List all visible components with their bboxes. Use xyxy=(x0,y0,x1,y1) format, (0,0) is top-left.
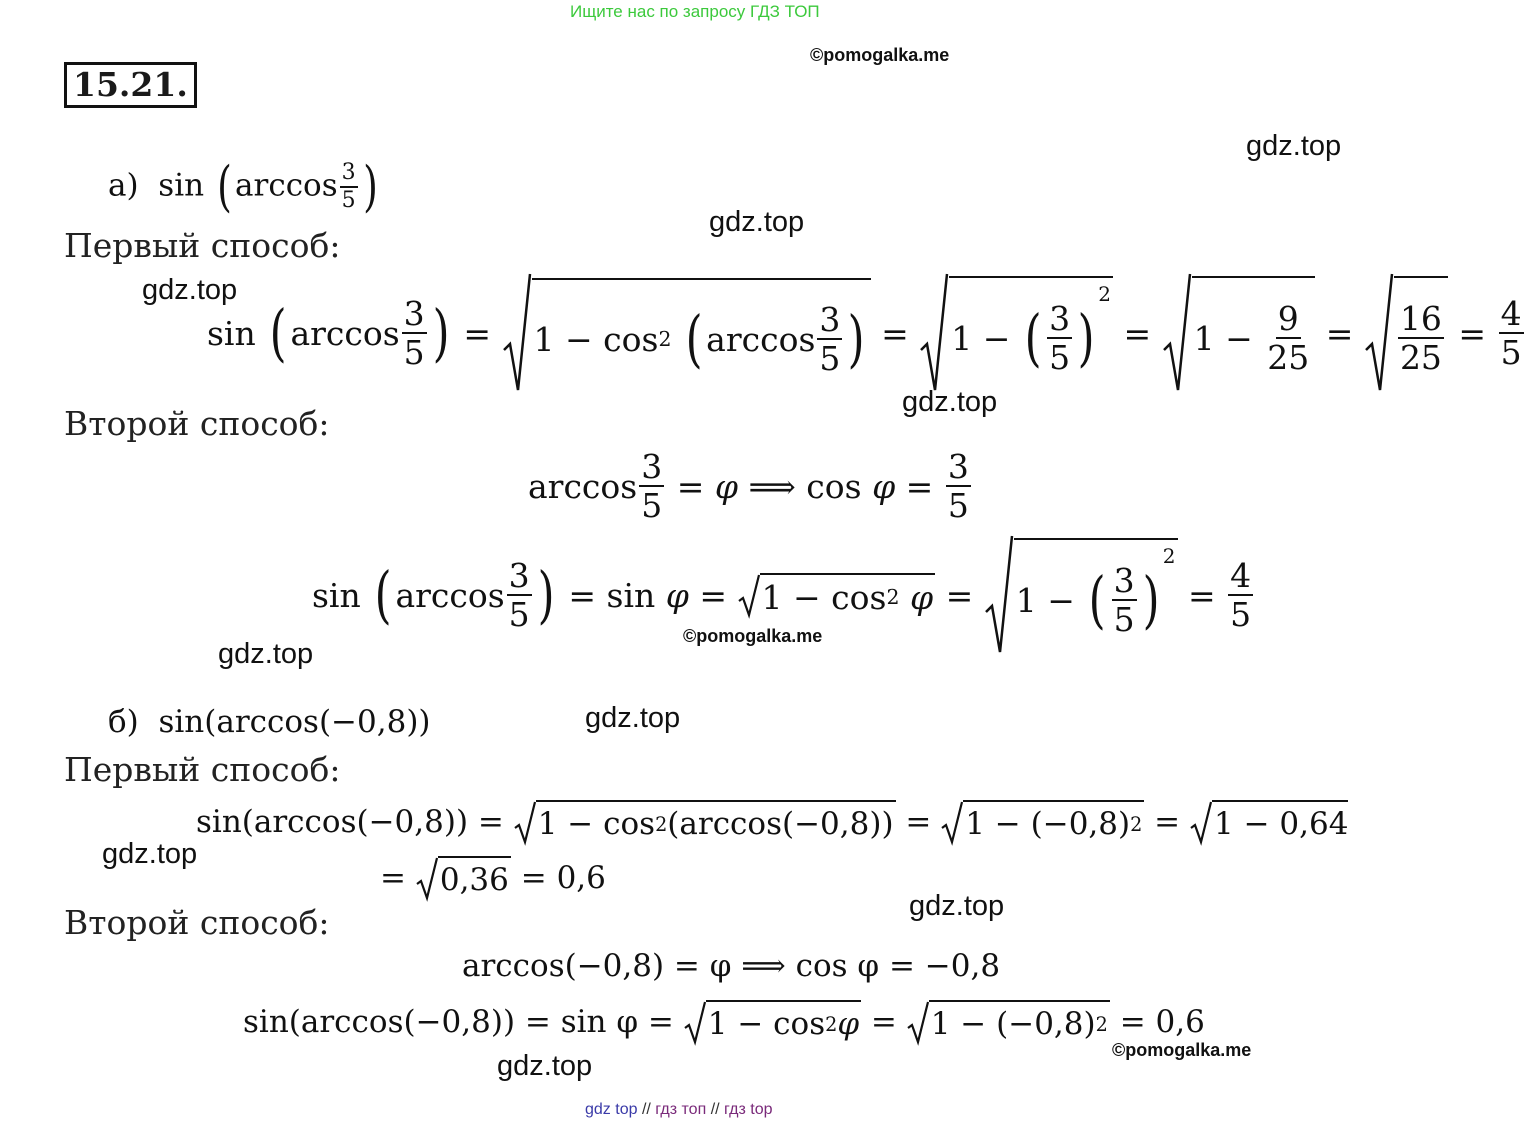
part-b-method2-line1: arccos(−0,8) = φ ⟹ cos φ = −0,8 xyxy=(462,948,1001,984)
copyright-bottom: ©pomogalka.me xyxy=(1112,1040,1252,1060)
watermark-7: gdz.top xyxy=(102,838,198,870)
watermark-3: gdz.top xyxy=(142,274,238,306)
part-a-second-method: Второй способ: xyxy=(64,404,330,443)
sqrt-b5: 1 − cos 2 φ xyxy=(684,1000,861,1044)
watermark-4: gdz.top xyxy=(902,386,998,418)
fraction: $\frac{3}{5}$ xyxy=(403,294,425,372)
problem-number: 15.21. xyxy=(64,62,197,108)
watermark-9: gdz.top xyxy=(497,1050,593,1082)
part-b-expr: sin(arccos(−0,8)) xyxy=(158,704,431,740)
footer-link-2[interactable]: гдз топ xyxy=(655,1101,707,1118)
sqrt-1: 1 − cos 2 ( arccos $\frac{3}{5}$ ) xyxy=(502,272,871,394)
top-banner: Ищите нас по запросу ГДЗ ТОП xyxy=(570,2,820,21)
part-a-method1-equation: sin ( arccos $\frac{3}{5}$ ) = 1 − cos 2 ( arccos $\frac{3}{5}$ ) = 1 − ( $\frac{3}{5}$ ) 2 = 1 − $\frac{9}{25}$ = $\frac{16}{25}$ = $\frac{4}{5}$ xyxy=(207,268,1526,398)
sqrt-3: 1 − $\frac{9}{25}$ xyxy=(1162,272,1316,394)
footer-link-3[interactable]: гдз top xyxy=(724,1101,773,1118)
footer-sep: // xyxy=(641,1101,651,1118)
part-b-second-method: Второй способ: xyxy=(64,903,330,942)
sqrt-b3: 1 − 0,64 xyxy=(1190,800,1348,844)
watermark-5: gdz.top xyxy=(218,638,314,670)
sqrt-b4: 0,36 xyxy=(416,856,511,900)
footer-links xyxy=(585,1101,773,1119)
sqrt-b2: 1 − (−0,8) 2 xyxy=(941,800,1144,844)
watermark-6: gdz.top xyxy=(585,702,681,734)
result-fraction: $\frac{4}{5}$ xyxy=(1500,294,1522,372)
arccos-text: arccos xyxy=(290,313,400,353)
watermark-1: gdz.top xyxy=(1246,130,1342,162)
part-b-expression xyxy=(108,704,431,740)
sqrt-b1: 1 − cos 2 (arccos(−0,8)) xyxy=(514,800,896,844)
sqrt-2: 1 − ( $\frac{3}{5}$ ) 2 xyxy=(919,272,1113,394)
sqrt-4: $\frac{16}{25}$ xyxy=(1364,272,1448,394)
fraction: $\frac{3}{5}$ xyxy=(341,160,356,213)
footer-link-1[interactable]: gdz top xyxy=(585,1101,638,1118)
part-b-first-method: Первый способ: xyxy=(64,750,341,789)
sqrt-b6: 1 − (−0,8) 2 xyxy=(907,1000,1110,1044)
copyright-middle: ©pomogalka.me xyxy=(683,626,823,646)
sqrt-5: 1 − cos 2 φ xyxy=(738,573,936,617)
part-b-method2-line2: sin(arccos(−0,8)) = sin φ = 1 − cos 2 φ = 1 − (−0,8) 2 = 0,6 xyxy=(243,1000,1205,1044)
sqrt-6: 1 − ( $\frac{3}{5}$ ) 2 xyxy=(984,534,1178,656)
part-b-method1-line2: = 0,36 = 0,6 xyxy=(380,856,606,900)
copyright-top: ©pomogalka.me xyxy=(810,45,950,65)
part-a-method2-line1: arccos $\frac{3}{5}$ = φ ⟹ cos φ = $\frac{3}{5}$ xyxy=(528,447,969,525)
part-b-method1-line1: sin(arccos(−0,8)) = 1 − cos 2 (arccos(−0,8)) = 1 − (−0,8) 2 = 1 − 0,64 xyxy=(196,800,1348,844)
part-a-method2-line2: sin ( arccos $\frac{3}{5}$ ) = sin φ = 1 − cos 2 φ = 1 − ( $\frac{3}{5}$ ) 2 = $\frac{4}{5}$ xyxy=(312,530,1255,660)
part-a-expression: а) sin ( arccos $\frac{3}{5}$ ) xyxy=(108,155,378,218)
footer-sep: // xyxy=(710,1101,720,1118)
part-a-first-method: Первый способ: xyxy=(64,226,341,265)
watermark-2: gdz.top xyxy=(709,206,805,238)
part-b-label: б) xyxy=(108,704,139,740)
sin-text: sin xyxy=(158,167,205,204)
part-a-label: а) xyxy=(108,167,139,204)
sin-text: sin xyxy=(207,313,256,353)
watermark-8: gdz.top xyxy=(909,890,1005,922)
arccos-text: arccos xyxy=(235,167,338,204)
